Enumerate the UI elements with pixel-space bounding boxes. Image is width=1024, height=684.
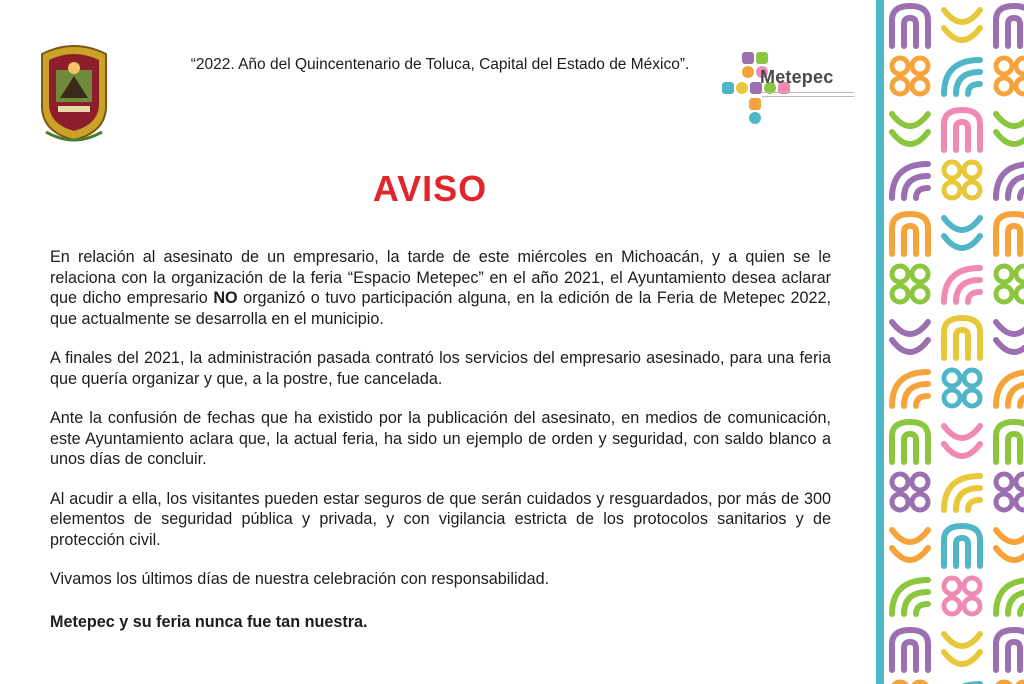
paragraph-3: Ante la confusión de fechas que ha existido por la publicación del asesinato, en medios de comunicación, este Ayuntamiento aclara que, la actual feria, ha sido un ejemplo de orden y seguridad, con saldo blanco a unos días de concluir. xyxy=(50,409,831,469)
border-motif xyxy=(996,372,1024,406)
border-motif xyxy=(996,214,1024,254)
notice-body xyxy=(50,247,831,651)
coat-of-arms-icon xyxy=(36,40,112,144)
border-motif xyxy=(944,426,980,456)
border-motif xyxy=(944,526,980,566)
border-motif xyxy=(944,634,980,664)
border-motif xyxy=(996,322,1024,352)
border-line xyxy=(876,0,884,684)
border-motif xyxy=(996,474,1024,510)
border-motif xyxy=(892,214,928,254)
border-motif xyxy=(996,630,1024,670)
border-motif xyxy=(892,630,928,670)
border-motif xyxy=(892,530,928,560)
border-motif xyxy=(996,580,1024,614)
paragraph-1-emphasis: NO xyxy=(213,289,238,308)
paragraph-1-text-b: organizó o tuvo participación alguna, en la edición de la Feria de Metepec 2022, que actualmente se desarrolla en el municipio. xyxy=(50,289,831,328)
border-motif xyxy=(944,162,980,198)
border-motif xyxy=(996,422,1024,462)
border-motif xyxy=(944,578,980,614)
border-motif xyxy=(944,218,980,248)
logo-wordmark: Metepec xyxy=(760,67,834,87)
header-quote: “2022. Año del Quincentenario de Toluca, Capital del Estado de México”. xyxy=(190,56,690,73)
border-motif xyxy=(892,266,928,302)
border-motif xyxy=(892,6,928,46)
border-motif xyxy=(892,164,928,198)
paragraph-2: A finales del 2021, la administración pasada contrató los servicios del empresario asesinado, para una feria que quería organizar y que, a la postre, fue cancelada. xyxy=(50,349,831,388)
border-motif xyxy=(892,422,928,462)
paragraph-1-text-a: En relación al asesinato de un empresario, la tarde de este miércoles en Michoacán, y a quien se le relaciona con la organización de la feria “Espacio Metepec” en el año 2021, el Ayuntamiento desea aclarar que dicho empresario xyxy=(50,248,831,308)
logo-tagline xyxy=(762,92,854,97)
border-motif xyxy=(944,60,980,94)
border-motif xyxy=(892,58,928,94)
border-motif xyxy=(996,530,1024,560)
border-motif xyxy=(892,580,928,614)
metepec-logo-icon xyxy=(720,48,860,132)
decorative-border-pattern xyxy=(874,0,1024,684)
paragraph-4: Al acudir a ella, los visitantes pueden estar seguros de que serán cuidados y resguardados, por más de 300 elementos de seguridad pública y privada, y con vigilancia estricta de los protocolos sanitarios y de protección civil. xyxy=(50,489,831,549)
border-motif xyxy=(944,110,980,150)
notice-title: AVISO xyxy=(372,168,488,209)
border-motif xyxy=(944,268,980,302)
paragraph-1 xyxy=(50,247,831,329)
border-motif xyxy=(892,322,928,352)
border-motif xyxy=(996,164,1024,198)
border-motif xyxy=(944,318,980,358)
border-motif xyxy=(892,372,928,406)
border-motif xyxy=(996,58,1024,94)
border-motif xyxy=(996,6,1024,46)
border-motif xyxy=(944,370,980,406)
closing-slogan: Metepec y su feria nunca fue tan nuestra. xyxy=(50,612,368,631)
border-motif xyxy=(996,266,1024,302)
border-motif xyxy=(944,476,980,510)
paragraph-5: Vivamos los últimos días de nuestra celebración con responsabilidad. xyxy=(50,570,550,589)
border-motif xyxy=(892,114,928,144)
border-motif xyxy=(892,474,928,510)
border-motif xyxy=(944,10,980,40)
border-motif xyxy=(996,114,1024,144)
